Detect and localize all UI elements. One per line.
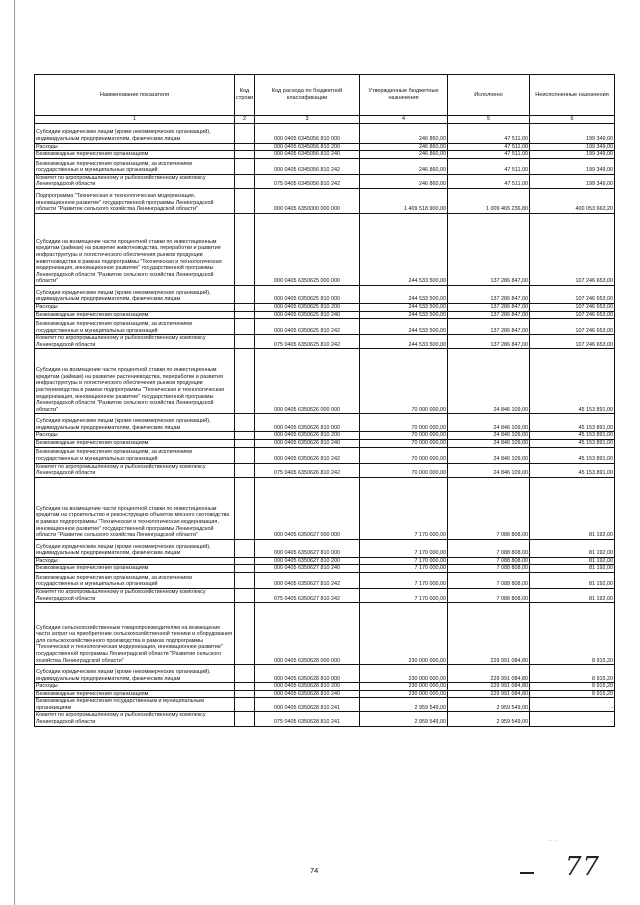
cell-line-code <box>235 539 255 557</box>
cell-budget-code: 000 0405 6350626 000 000 <box>255 349 360 414</box>
table-row <box>35 557 615 565</box>
cell-line-code <box>235 213 255 285</box>
cell-executed: 2 959 549,00 <box>448 698 530 712</box>
handwritten-page-number: 77 <box>565 852 601 882</box>
cell-unexecuted: 107 246 653,00 <box>530 285 615 303</box>
table-row <box>35 603 615 665</box>
cell-line-code <box>235 588 255 602</box>
cell-indicator-name: Безвозмездные перечисления организациям, за исключением государственных и муниципальных организаций <box>35 158 235 174</box>
cell-executed: 137 286 847,00 <box>448 285 530 303</box>
cell-indicator-name: Безвозмездные перечисления организациям <box>35 690 235 698</box>
cell-indicator-name: Безвозмездные перечисления организациям <box>35 565 235 573</box>
cell-line-code <box>235 603 255 665</box>
cell-executed: 47 511,00 <box>448 123 530 143</box>
cell-unexecuted: 45 153 891,00 <box>530 439 615 447</box>
cell-budget-code: 000 0405 6350627 810 200 <box>255 557 360 565</box>
cell-indicator-name: Комитет по агропромышленному и рыбохозяйственному комплексу Ленинградской области <box>35 463 235 477</box>
cell-line-code <box>235 311 255 319</box>
cell-indicator-name: Безвозмездные перечисления государственным и муниципальным организациям <box>35 698 235 712</box>
cell-executed: 24 846 109,00 <box>448 439 530 447</box>
table-row <box>35 698 615 712</box>
cell-approved: 230 000 000,00 <box>360 690 448 698</box>
cell-indicator-name: Субсидии юридическим лицам (кроме некоммерческих организаций), индивидуальным предпринимателям, физическим лицам <box>35 285 235 303</box>
table-row <box>35 213 615 285</box>
cell-unexecuted: 199 349,00 <box>530 123 615 143</box>
table-row <box>35 174 615 188</box>
cell-unexecuted: 81 192,00 <box>530 565 615 573</box>
cell-budget-code: 000 0405 6350627 000 000 <box>255 477 360 539</box>
cell-budget-code: 075 0405 6350626 810 242 <box>255 463 360 477</box>
cell-line-code <box>235 188 255 213</box>
header-indicator-name: Наименование показателя <box>35 75 235 116</box>
cell-executed: 1 009 465 236,80 <box>448 188 530 213</box>
cell-budget-code: 000 0405 6350625 810 242 <box>255 319 360 335</box>
cell-approved: 70 000 000,00 <box>360 349 448 414</box>
cell-unexecuted: 8 915,20 <box>530 690 615 698</box>
cell-indicator-name: Безвозмездные перечисления организациям <box>35 151 235 159</box>
cell-executed: 47 511,00 <box>448 143 530 151</box>
cell-line-code <box>235 477 255 539</box>
cell-unexecuted: 81 192,00 <box>530 572 615 588</box>
cell-indicator-name: Субсидии юридическим лицам (кроме некоммерческих организаций), индивидуальным предпринимателям, физическим лицам <box>35 123 235 143</box>
cell-budget-code: 000 0405 6350626 810 242 <box>255 447 360 463</box>
cell-approved: 2 959 549,00 <box>360 712 448 726</box>
cell-unexecuted: 81 192,00 <box>530 539 615 557</box>
cell-indicator-name: Расходы <box>35 303 235 311</box>
cell-indicator-name: Расходы <box>35 143 235 151</box>
cell-budget-code: 000 0405 6350628 000 000 <box>255 603 360 665</box>
cell-approved: 70 000 000,00 <box>360 447 448 463</box>
cell-executed: 137 286 847,00 <box>448 311 530 319</box>
cell-unexecuted: 107 246 653,00 <box>530 319 615 335</box>
column-number: 6 <box>530 116 615 124</box>
cell-executed: 24 846 109,00 <box>448 349 530 414</box>
cell-indicator-name: Безвозмездные перечисления организациям, за исключением государственных и муниципальных организаций <box>35 319 235 335</box>
page-number: 74 <box>310 866 319 875</box>
cell-budget-code: 000 0405 6350626 810 000 <box>255 414 360 432</box>
cell-executed: 7 088 808,00 <box>448 572 530 588</box>
table-row <box>35 539 615 557</box>
cell-line-code <box>235 303 255 311</box>
cell-unexecuted: 81 192,00 <box>530 557 615 565</box>
cell-line-code <box>235 463 255 477</box>
cell-indicator-name: Субсидии на возмещение части процентной ставки по инвестиционным кредитам (займам) на развитие животноводства, переработки и развития инфраструктуры и логистического обеспечения рынков продукции животноводства в рамках подпрограммы "Техническая и технологическая модернизация, инновационное развитие" государственной программы Ленинградской области "Развитие сельского хозяйства Ленинградской области" <box>35 213 235 285</box>
table-row <box>35 665 615 683</box>
cell-line-code <box>235 557 255 565</box>
cell-line-code <box>235 285 255 303</box>
cell-executed: 137 286 847,00 <box>448 303 530 311</box>
cell-indicator-name: Комитет по агропромышленному и рыбохозяйственному комплексу Ленинградской области <box>35 335 235 349</box>
cell-executed: 229 991 084,80 <box>448 690 530 698</box>
cell-unexecuted: 8 915,20 <box>530 665 615 683</box>
table-row <box>35 477 615 539</box>
cell-approved: 70 000 000,00 <box>360 463 448 477</box>
table-row <box>35 303 615 311</box>
cell-indicator-name: Расходы <box>35 432 235 440</box>
cell-approved: 70 000 000,00 <box>360 414 448 432</box>
cell-budget-code: 000 0405 6350627 810 240 <box>255 565 360 573</box>
table-row <box>35 143 615 151</box>
cell-unexecuted: 199 349,00 <box>530 174 615 188</box>
cell-executed: 47 511,00 <box>448 158 530 174</box>
cell-unexecuted: 8 915,20 <box>530 683 615 691</box>
cell-unexecuted: 81 192,00 <box>530 477 615 539</box>
table-row <box>35 572 615 588</box>
cell-executed: 7 088 808,00 <box>448 565 530 573</box>
cell-budget-code: 000 0405 6350625 810 000 <box>255 285 360 303</box>
table-row <box>35 158 615 174</box>
cell-executed: 2 959 549,00 <box>448 712 530 726</box>
cell-line-code <box>235 158 255 174</box>
cell-approved: 244 533 500,00 <box>360 303 448 311</box>
cell-executed: 24 846 109,00 <box>448 414 530 432</box>
cell-unexecuted: 199 349,00 <box>530 143 615 151</box>
cell-unexecuted: 107 246 653,00 <box>530 311 615 319</box>
cell-unexecuted: 400 053 663,20 <box>530 188 615 213</box>
cell-indicator-name: Безвозмездные перечисления организациям, за исключением государственных и муниципальных организаций <box>35 447 235 463</box>
cell-line-code <box>235 349 255 414</box>
cell-executed: 229 991 084,80 <box>448 683 530 691</box>
cell-budget-code: 000 0405 6350626 810 240 <box>255 439 360 447</box>
cell-unexecuted: 199 349,00 <box>530 151 615 159</box>
cell-approved: 7 170 000,00 <box>360 565 448 573</box>
cell-unexecuted: 45 153 891,00 <box>530 447 615 463</box>
cell-unexecuted: - <box>530 698 615 712</box>
cell-budget-code: 075 0405 6345056 810 242 <box>255 174 360 188</box>
cell-executed: 47 511,00 <box>448 174 530 188</box>
cell-approved: 244 533 500,00 <box>360 311 448 319</box>
cell-line-code <box>235 439 255 447</box>
handwritten-dash <box>520 872 534 874</box>
cell-indicator-name: Субсидии сельскохозяйственным товаропроизводителям на возмещение части затрат на приобретение сельскохозяйственной техники и оборудования для сельскохозяйственного производства в рамках подпрограммы "Техническая и технологическая модернизация, инновационное развитие" государственной программы Ленинградской области "Развитие сельского хозяйства Ленинградской области" <box>35 603 235 665</box>
page-edge-line <box>14 0 15 905</box>
cell-budget-code: 000 0405 6345056 810 200 <box>255 143 360 151</box>
header-executed: Исполнено <box>448 75 530 116</box>
cell-approved: 230 000 000,00 <box>360 665 448 683</box>
column-number: 4 <box>360 116 448 124</box>
cell-budget-code: 000 0405 6350628 810 200 <box>255 683 360 691</box>
cell-indicator-name: Субсидии юридическим лицам (кроме некоммерческих организаций), индивидуальным предпринимателям, физическим лицам <box>35 665 235 683</box>
cell-approved: 244 533 500,00 <box>360 285 448 303</box>
cell-line-code <box>235 565 255 573</box>
cell-line-code <box>235 414 255 432</box>
cell-unexecuted: 45 153 891,00 <box>530 432 615 440</box>
cell-unexecuted: 107 246 653,00 <box>530 213 615 285</box>
cell-budget-code: 000 0405 6345056 810 240 <box>255 151 360 159</box>
cell-approved: 230 000 000,00 <box>360 683 448 691</box>
cell-budget-code: 000 0405 6350627 810 242 <box>255 572 360 588</box>
cell-indicator-name: Комитет по агропромышленному и рыбохозяйственному комплексу Ленинградской области <box>35 174 235 188</box>
cell-budget-code: 000 0405 6350000 000 000 <box>255 188 360 213</box>
column-number: 5 <box>448 116 530 124</box>
cell-unexecuted: 81 192,00 <box>530 588 615 602</box>
cell-approved: 1 409 518 900,00 <box>360 188 448 213</box>
cell-executed: 229 991 084,80 <box>448 665 530 683</box>
cell-executed: 7 088 808,00 <box>448 539 530 557</box>
cell-executed: 24 846 109,00 <box>448 432 530 440</box>
cell-approved: 7 170 000,00 <box>360 557 448 565</box>
cell-budget-code: 000 0405 6350628 810 000 <box>255 665 360 683</box>
column-number-row <box>35 116 615 124</box>
cell-approved: 7 170 000,00 <box>360 572 448 588</box>
table-row <box>35 311 615 319</box>
cell-line-code <box>235 683 255 691</box>
cell-indicator-name: Расходы <box>35 557 235 565</box>
cell-indicator-name: Безвозмездные перечисления организациям, за исключением государственных и муниципальных организаций <box>35 572 235 588</box>
cell-approved: 246 860,00 <box>360 123 448 143</box>
cell-unexecuted: 45 153 891,00 <box>530 463 615 477</box>
cell-budget-code: 000 0405 6350627 810 000 <box>255 539 360 557</box>
cell-unexecuted: - <box>530 712 615 726</box>
cell-executed: 137 286 847,00 <box>448 319 530 335</box>
cell-line-code <box>235 319 255 335</box>
table-row <box>35 463 615 477</box>
cell-budget-code: 075 0405 6350625 810 242 <box>255 335 360 349</box>
cell-budget-code: 000 0405 6350625 810 200 <box>255 303 360 311</box>
cell-approved: 246 860,00 <box>360 143 448 151</box>
table-header-row <box>35 75 615 116</box>
cell-unexecuted: 107 246 653,00 <box>530 335 615 349</box>
cell-executed: 24 846 109,00 <box>448 447 530 463</box>
table-row <box>35 285 615 303</box>
cell-unexecuted: 45 153 891,00 <box>530 414 615 432</box>
cell-budget-code: 000 0405 6350628 810 241 <box>255 698 360 712</box>
cell-executed: 137 286 847,00 <box>448 335 530 349</box>
cell-indicator-name: Комитет по агропромышленному и рыбохозяйственному комплексу Ленинградской области <box>35 588 235 602</box>
header-unexecuted: Неисполненные назначения <box>530 75 615 116</box>
cell-executed: 24 846 109,00 <box>448 463 530 477</box>
cell-indicator-name: Комитет по агропромышленному и рыбохозяйственному комплексу Ленинградской области <box>35 712 235 726</box>
cell-indicator-name: Безвозмездные перечисления организациям <box>35 311 235 319</box>
table-row <box>35 188 615 213</box>
cell-line-code <box>235 665 255 683</box>
cell-approved: 246 860,00 <box>360 174 448 188</box>
cell-indicator-name: Расходы <box>35 683 235 691</box>
cell-budget-code: 000 0405 6350625 810 240 <box>255 311 360 319</box>
cell-executed: 7 088 808,00 <box>448 588 530 602</box>
cell-budget-code: 075 0405 6350627 810 242 <box>255 588 360 602</box>
column-number: 3 <box>255 116 360 124</box>
table-row <box>35 447 615 463</box>
cell-approved: 70 000 000,00 <box>360 439 448 447</box>
table-row <box>35 712 615 726</box>
cell-budget-code: 000 0405 6350628 810 240 <box>255 690 360 698</box>
cell-indicator-name: Субсидии юридическим лицам (кроме некоммерческих организаций), индивидуальным предпринимателям, физическим лицам <box>35 539 235 557</box>
cell-line-code <box>235 174 255 188</box>
cell-indicator-name: Безвозмездные перечисления организациям <box>35 439 235 447</box>
cell-approved: 244 533 500,00 <box>360 319 448 335</box>
cell-indicator-name: Субсидии юридическим лицам (кроме некоммерческих организаций), индивидуальным предпринимателям, физическим лицам <box>35 414 235 432</box>
cell-approved: 244 533 500,00 <box>360 335 448 349</box>
cell-approved: 7 170 000,00 <box>360 477 448 539</box>
cell-line-code <box>235 572 255 588</box>
cell-budget-code: 000 0405 6345056 810 242 <box>255 158 360 174</box>
cell-approved: 7 170 000,00 <box>360 588 448 602</box>
cell-approved: 244 533 500,00 <box>360 213 448 285</box>
cell-line-code <box>235 690 255 698</box>
cell-budget-code: 000 0405 6345056 810 000 <box>255 123 360 143</box>
cell-approved: 246 860,00 <box>360 158 448 174</box>
table-row <box>35 349 615 414</box>
cell-approved: 70 000 000,00 <box>360 432 448 440</box>
cell-executed: 7 088 808,00 <box>448 477 530 539</box>
cell-approved: 246 860,00 <box>360 151 448 159</box>
cell-indicator-name: Субсидии на возмещение части процентной ставки по инвестиционным кредитам (займам) на развитие растениеводства, переработки и развития инфраструктуры и логистического обеспечения рынков продукции растениеводства в рамках подпрограммы "Техническая и технологическая модернизация, инновационное развитие" государственной программы Ленинградской области "Развитие сельского хозяйства Ленинградской области" <box>35 349 235 414</box>
cell-line-code <box>235 123 255 143</box>
column-number: 2 <box>235 116 255 124</box>
cell-unexecuted: 199 349,00 <box>530 158 615 174</box>
cell-budget-code: 000 0405 6350625 000 000 <box>255 213 360 285</box>
cell-executed: 47 511,00 <box>448 151 530 159</box>
table-body <box>35 123 615 726</box>
cell-unexecuted: 8 915,20 <box>530 603 615 665</box>
table-row <box>35 432 615 440</box>
cell-line-code <box>235 712 255 726</box>
cell-unexecuted: 45 153 891,00 <box>530 349 615 414</box>
header-line-code: Код строки <box>235 75 255 116</box>
cell-budget-code: 075 0405 6350628 810 241 <box>255 712 360 726</box>
budget-execution-table <box>34 74 615 727</box>
cell-line-code <box>235 447 255 463</box>
cell-budget-code: 000 0405 6350626 810 200 <box>255 432 360 440</box>
table-row <box>35 319 615 335</box>
table-row <box>35 565 615 573</box>
table-row <box>35 683 615 691</box>
scan-marks: · · · <box>548 838 558 844</box>
cell-line-code <box>235 143 255 151</box>
cell-executed: 229 991 084,80 <box>448 603 530 665</box>
cell-indicator-name: Подпрограмма "Техническая и технологическая модернизация, инновационное развитие" государственной программы Ленинградской области "Развитие сельского хозяйства Ленинградской области" <box>35 188 235 213</box>
cell-indicator-name: Субсидии на возмещение части процентной ставки по инвестиционным кредитам на строительство и реконструкцию объектов мясного скотоводства в рамках подпрограммы "Техническая и технологическая модернизация, инновационное развитие" государственной программы Ленинградской области "Развитие сельского хозяйства Ленинградской области" <box>35 477 235 539</box>
cell-approved: 2 959 549,00 <box>360 698 448 712</box>
cell-executed: 7 088 808,00 <box>448 557 530 565</box>
cell-line-code <box>235 151 255 159</box>
table-row <box>35 123 615 143</box>
table-row <box>35 588 615 602</box>
table-row <box>35 414 615 432</box>
table-row <box>35 151 615 159</box>
cell-approved: 7 170 000,00 <box>360 539 448 557</box>
table-row <box>35 439 615 447</box>
header-budget-code: Код расхода по бюджетной классификации <box>255 75 360 116</box>
cell-approved: 230 000 000,00 <box>360 603 448 665</box>
cell-line-code <box>235 698 255 712</box>
cell-line-code <box>235 335 255 349</box>
column-number: 1 <box>35 116 235 124</box>
cell-executed: 137 286 847,00 <box>448 213 530 285</box>
table-row <box>35 690 615 698</box>
header-approved: Утвержденные бюджетные назначения <box>360 75 448 116</box>
table-row <box>35 335 615 349</box>
cell-line-code <box>235 432 255 440</box>
cell-unexecuted: 107 246 653,00 <box>530 303 615 311</box>
